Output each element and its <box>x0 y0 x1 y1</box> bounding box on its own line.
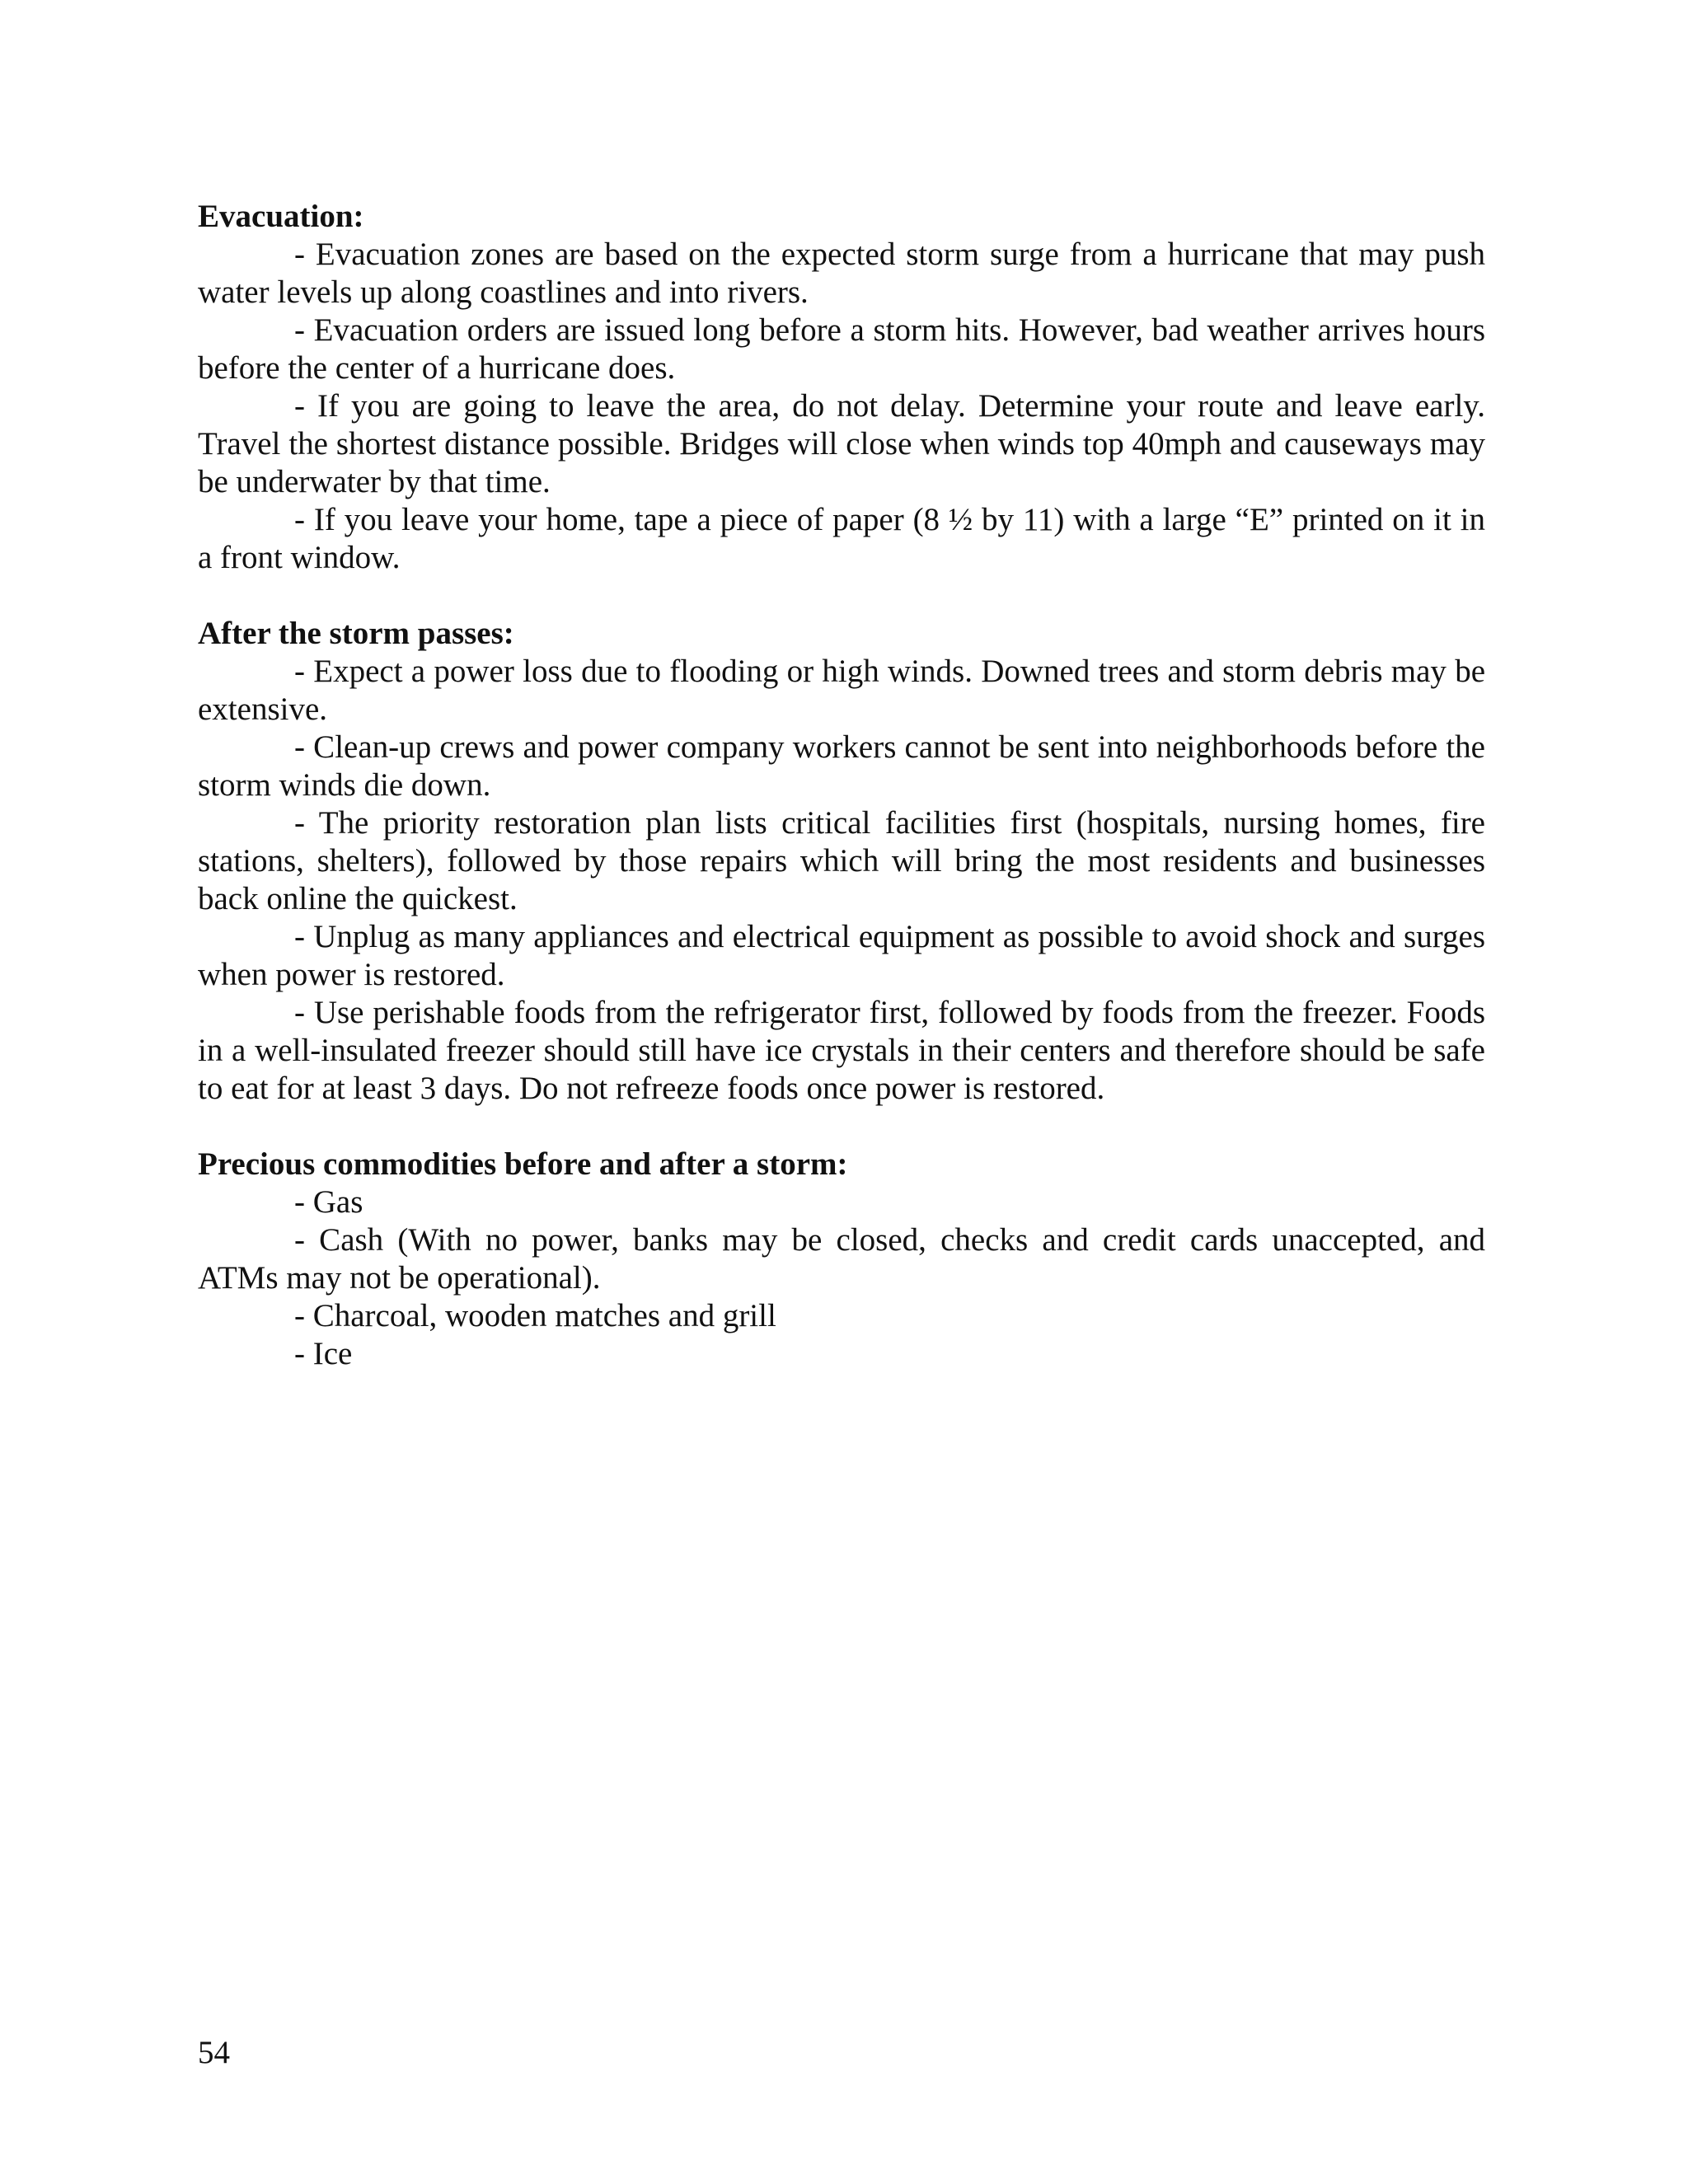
section-after-storm <box>198 615 1485 1108</box>
paragraph: - Unplug as many appliances and electrical equipment as possible to avoid shock and surges when power is restored. <box>198 919 1485 992</box>
paragraph: - Use perishable foods from the refrigerator first, followed by foods from the freezer. Foods in a well-insulated freezer should still have ice crystals in their centers and therefore should be safe to eat for at least 3 days. Do not refreeze foods once power is restored. <box>198 995 1485 1106</box>
paragraph: - If you are going to leave the area, do not delay. Determine your route and leave early. Travel the shortest distance possible. Bridges will close when winds top 40mph and causeways may be underwater by that time. <box>198 388 1485 499</box>
section-heading: Precious commodities before and after a storm: <box>198 1146 848 1182</box>
paragraph: - Evacuation orders are issued long before a storm hits. However, bad weather arrives hours before the center of a hurricane does. <box>198 312 1485 386</box>
page-number: 54 <box>198 2035 230 2070</box>
section-heading: After the storm passes: <box>198 616 514 651</box>
paragraph: - The priority restoration plan lists critical facilities first (hospitals, nursing homes, fire stations, shelters), followed by those repairs which will bring the most residents and businesses back online the quickest. <box>198 805 1485 916</box>
list-item: - Charcoal, wooden matches and grill <box>294 1298 776 1333</box>
section-evacuation <box>198 198 1485 577</box>
list-item: - Gas <box>294 1184 363 1220</box>
paragraph: - If you leave your home, tape a piece of paper (8 ½ by 11) with a large “E” printed on it in a front window. <box>198 502 1485 575</box>
document-page <box>198 198 1485 1411</box>
list-item: - Cash (With no power, banks may be closed, checks and credit cards unaccepted, and ATMs may not be operational). <box>198 1222 1485 1296</box>
paragraph: - Clean-up crews and power company workers cannot be sent into neighborhoods before the storm winds die down. <box>198 729 1485 803</box>
paragraph: - Expect a power loss due to flooding or high winds. Downed trees and storm debris may be extensive. <box>198 654 1485 727</box>
paragraph: - Evacuation zones are based on the expected storm surge from a hurricane that may push water levels up along coastlines and into rivers. <box>198 237 1485 310</box>
section-heading: Evacuation: <box>198 199 364 234</box>
section-precious-commodities <box>198 1146 1485 1373</box>
list-item: - Ice <box>294 1336 353 1371</box>
